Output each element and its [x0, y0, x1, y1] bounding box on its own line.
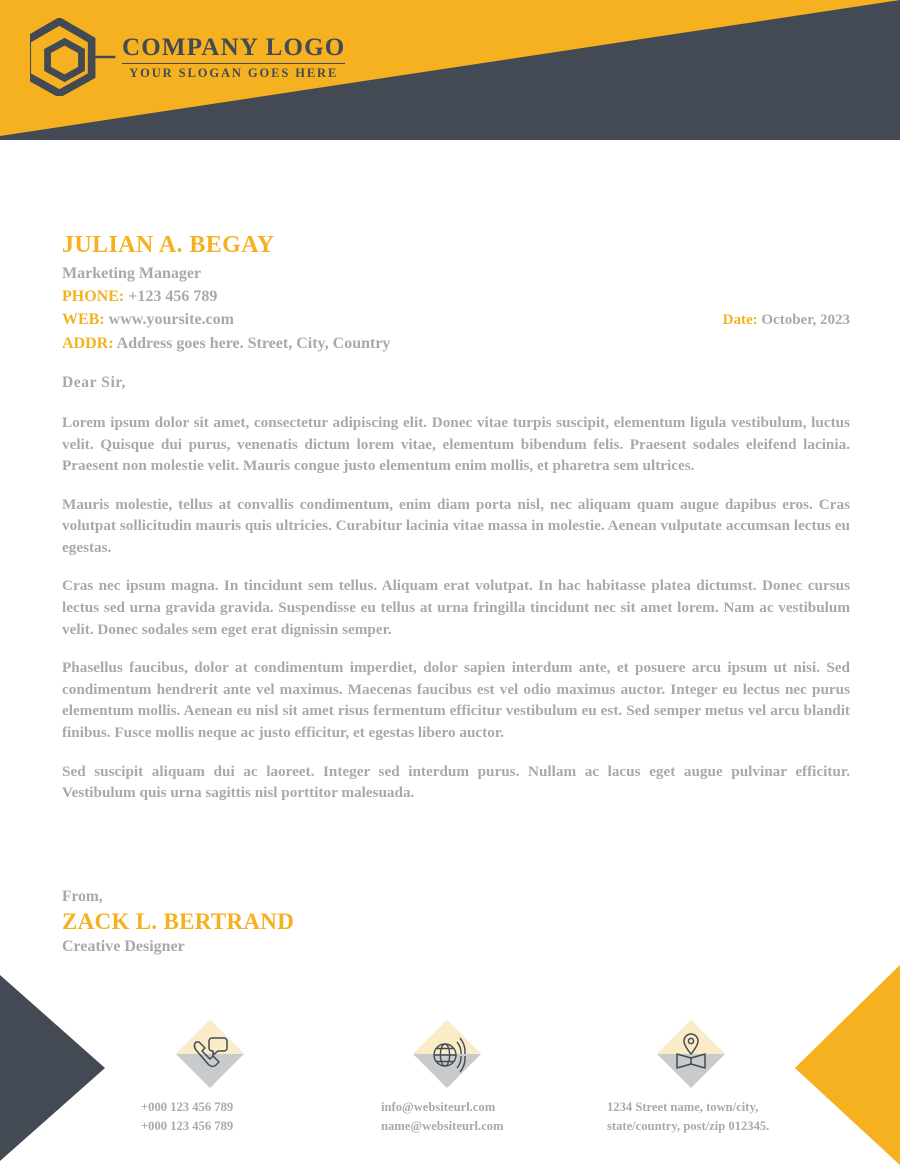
footer-column-address [607, 1020, 769, 1136]
header-logo-group [30, 18, 345, 96]
salutation: Dear Sir, [62, 374, 126, 391]
footer-column-phone [141, 1020, 244, 1136]
footer-address-line: 1234 Street name, town/city, [607, 1100, 759, 1114]
letter-body [62, 412, 850, 804]
letter-paragraph: Cras nec ipsum magna. In tincidunt sem tellus. Aliquam erat volutpat. In hac habitasse platea dictumst. Donec cursus lectus sed urna gravida gravida. Suspendisse eu tellus at urna fringilla tincidunt nec sit amet lorem. Nam ac vestibulum velit. Donec sodales sem eget erat dignissin semper. [62, 577, 850, 638]
recipient-address-value: Address goes here. Street, City, Country [116, 334, 391, 352]
recipient-address [62, 332, 622, 355]
date-label: Date: [722, 312, 758, 328]
recipient-address-label: ADDR: [62, 334, 114, 352]
company-slogan: YOUR SLOGAN GOES HERE [129, 66, 339, 81]
footer-columns [0, 965, 900, 1165]
map-pin-icon [657, 1020, 725, 1088]
signoff-block [62, 885, 294, 959]
recipient-name: JULIAN A. BEGAY [62, 232, 275, 258]
company-name: COMPANY LOGO [122, 33, 346, 61]
letter-paragraph: Mauris molestie, tellus at convallis condimentum, enim diam porta nisl, nec aliquam quam augue dapibus eros. Cras volutpat sollicitudin mauris quis ultricies. Curabitur lacinia vitae massa in molestie. Aenean vulputate accumsan lectus eu egestas. [62, 495, 850, 556]
footer-phone-line: +000 123 456 789 [141, 1119, 234, 1134]
date-line [723, 312, 850, 329]
logo-text-block [122, 33, 345, 82]
recipient-web-label: WEB: [62, 311, 105, 329]
recipient-web-value: www.yoursite.com [108, 311, 234, 329]
date-value: October, 2023 [761, 312, 850, 328]
letter-paragraph: Sed suscipit aliquam dui ac laoreet. Integer sed interdum purus. Nullam ac lacus eget augue pulvinar efficitur. Vestibulum quis urna sagittis nisl porttitor malesuada. [62, 762, 850, 802]
letter-paragraph: Lorem ipsum dolor sit amet, consectetur adipiscing elit. Donec vitae turpis suscipit, elementum ligula vestibulum, luctus velit. Quisque dui purus, venenatis dictum lorem vitae, elementum bibendum felis. Praesent sodales eleifend lacinia. Praesent non molestie velit. Mauris congue justo elementum enim mollis, et pharetra sem ultrices. [62, 414, 850, 475]
signoff-from: From, [62, 888, 103, 905]
recipient-phone [62, 285, 622, 308]
recipient-phone-value: +123 456 789 [128, 288, 218, 306]
header-banner [0, 0, 900, 140]
recipient-phone-label: PHONE: [62, 288, 125, 306]
globe-signal-icon [413, 1020, 481, 1088]
signoff-name: ZACK L. BERTRAND [62, 909, 295, 935]
recipient-role: Marketing Manager [62, 265, 202, 282]
recipient-block [62, 230, 622, 355]
letter-content [0, 140, 900, 965]
footer-banner [0, 965, 900, 1165]
hexagon-logo-icon [30, 18, 116, 96]
footer-phone-line: +000 123 456 789 [141, 1100, 234, 1114]
footer-email-line: info@websiteurl.com [381, 1100, 496, 1114]
letter-paragraph: Phasellus faucibus, dolor at condimentum imperdiet, dolor sapien interdum ante, et posuere arcu ipsum ut nisi. Sed condimentum hendrerit ante vel maximus. Maecenas faucibus est vel odio maximus auctor. Integer eu lectus nec purus elementum mollis. Aenean eu nisl sit amet risus fermentum efficitur vestibulum eu est. Sed semper metus vel arcu blandit finibus. Fusce mollis neque ac justo efficitur, et egestas libero auctor. [62, 659, 850, 741]
logo-divider [122, 63, 345, 65]
phone-chat-icon [176, 1020, 244, 1088]
footer-email-line: name@websiteurl.com [381, 1119, 504, 1134]
recipient-web [62, 308, 622, 331]
signoff-role: Creative Designer [62, 938, 185, 956]
footer-column-email [381, 1020, 504, 1136]
footer-address-line: state/country, post/zip 012345. [607, 1119, 770, 1134]
